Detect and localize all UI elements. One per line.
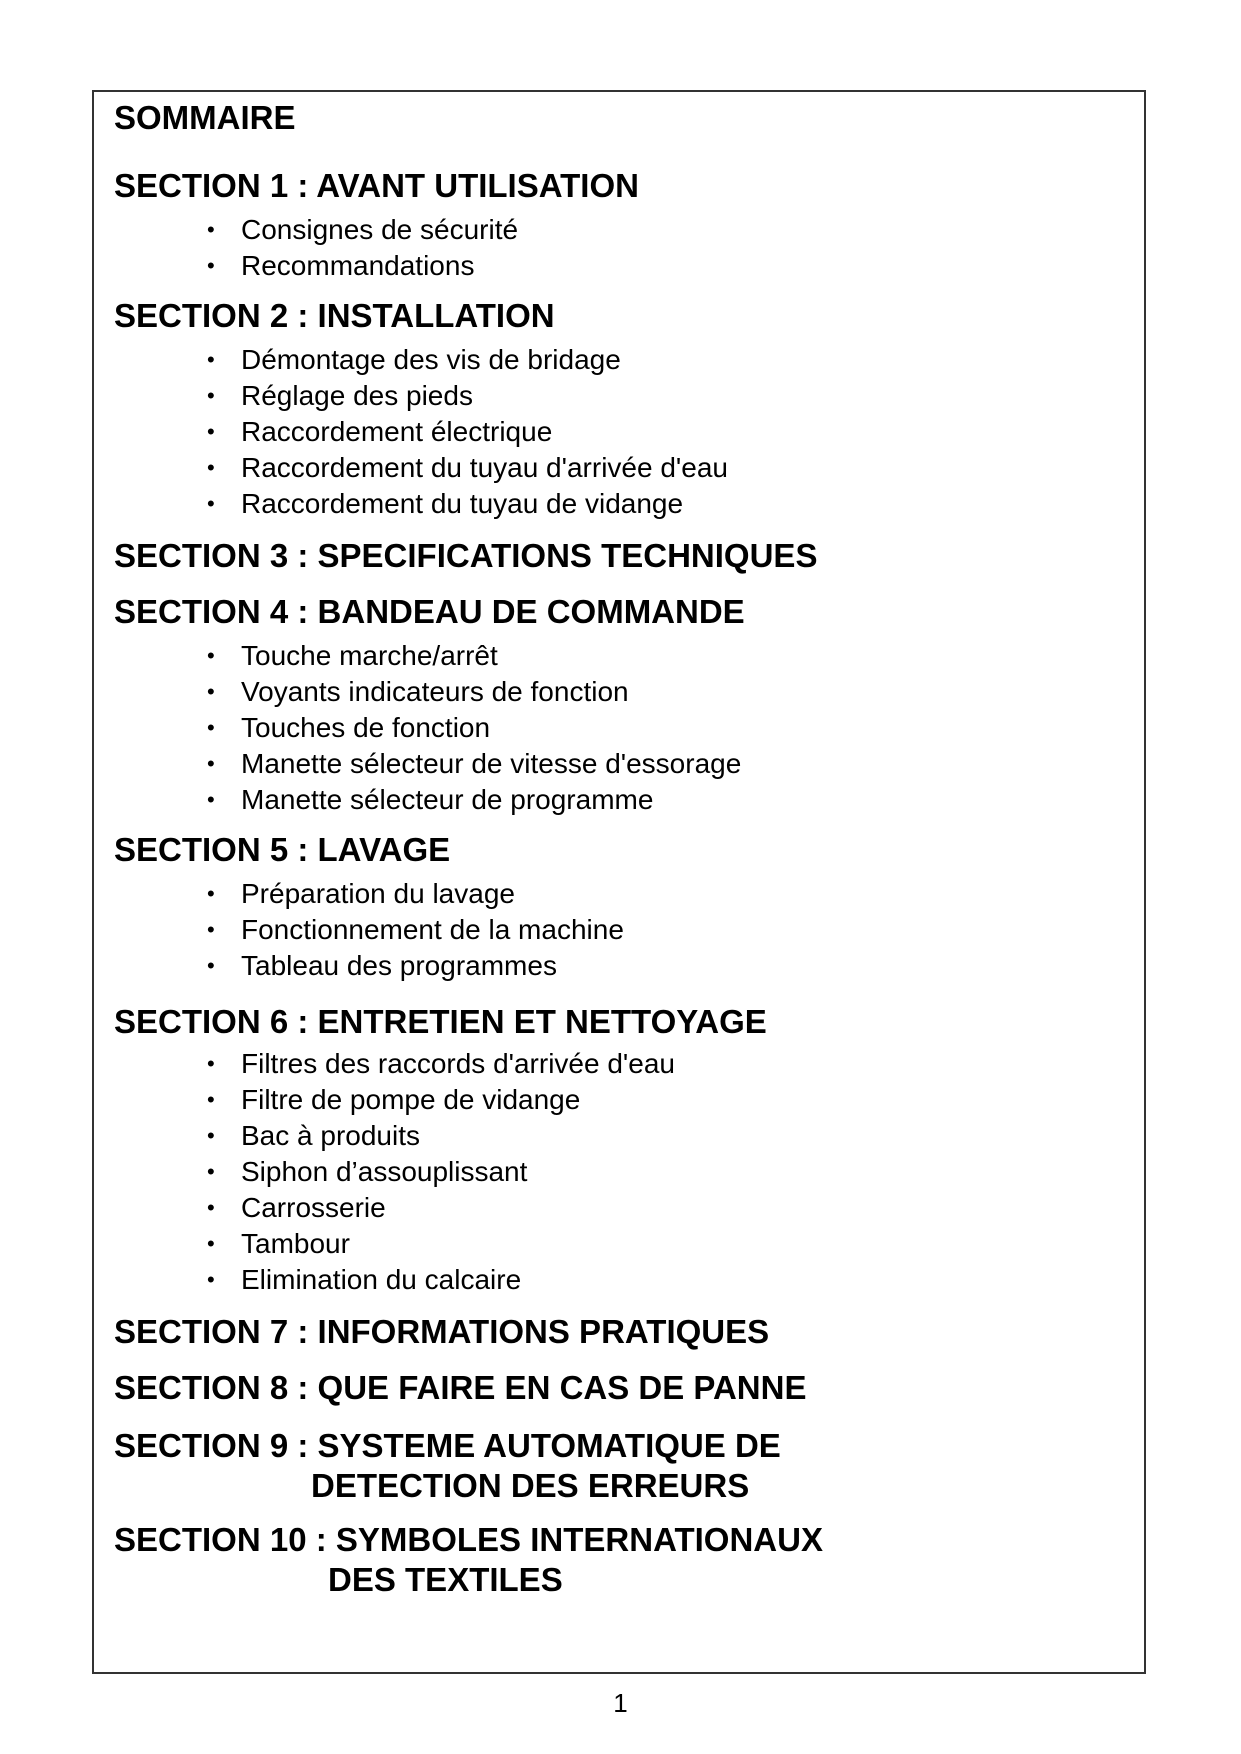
bullet-icon: • [207, 491, 215, 516]
page-title: SOMMAIRE [114, 99, 296, 136]
section-2-items [205, 342, 728, 522]
section-7-heading-text: SECTION 7 : INFORMATIONS PRATIQUES [114, 1313, 770, 1350]
bullet-icon: • [207, 1195, 215, 1220]
bullet-icon: • [207, 751, 215, 776]
list-item: • Manette sélecteur de programme [205, 782, 741, 818]
section-10-heading-text: SECTION 10 : SYMBOLES INTERNATIONAUX [114, 1521, 823, 1558]
section-4-heading-text: SECTION 4 : BANDEAU DE COMMANDE [114, 593, 745, 630]
section-10-heading-continuation: DES TEXTILES [328, 1561, 563, 1598]
section-5-items [205, 876, 624, 984]
section-9-heading [114, 1426, 781, 1506]
bullet-icon: • [207, 1051, 215, 1076]
bullet-icon: • [207, 419, 215, 444]
list-item: • Raccordement électrique [205, 414, 728, 450]
bullet-icon: • [207, 383, 215, 408]
section-5-heading [114, 830, 450, 870]
bullet-icon: • [207, 347, 215, 372]
section-8-heading-text: SECTION 8 : QUE FAIRE EN CAS DE PANNE [114, 1369, 807, 1406]
bullet-icon: • [207, 1159, 215, 1184]
list-item: • Filtres des raccords d'arrivée d'eau [205, 1046, 675, 1082]
section-2-heading [114, 296, 555, 336]
list-item: • Elimination du calcaire [205, 1262, 675, 1298]
section-6-heading [114, 1002, 767, 1042]
list-item: • Tableau des programmes [205, 948, 624, 984]
list-item: • Touches de fonction [205, 710, 741, 746]
section-7-heading [114, 1312, 769, 1352]
section-6-heading-text: SECTION 6 : ENTRETIEN ET NETTOYAGE [114, 1003, 767, 1040]
list-item: • Manette sélecteur de vitesse d'essorage [205, 746, 741, 782]
section-8-heading [114, 1368, 806, 1408]
bullet-icon: • [207, 253, 215, 278]
bullet-icon: • [207, 217, 215, 242]
section-4-items [205, 638, 741, 818]
list-item: • Préparation du lavage [205, 876, 624, 912]
list-item: • Réglage des pieds [205, 378, 728, 414]
bullet-icon: • [207, 1087, 215, 1112]
bullet-icon: • [207, 1231, 215, 1256]
section-3-heading-text: SECTION 3 : SPECIFICATIONS TECHNIQUES [114, 537, 818, 574]
list-item: • Tambour [205, 1226, 675, 1262]
section-9-heading-continuation: DETECTION DES ERREURS [311, 1467, 750, 1504]
list-item: • Raccordement du tuyau d'arrivée d'eau [205, 450, 728, 486]
list-item: • Bac à produits [205, 1118, 675, 1154]
list-item: • Siphon d’assouplissant [205, 1154, 675, 1190]
section-9-heading-text: SECTION 9 : SYSTEME AUTOMATIQUE DE [114, 1427, 781, 1464]
bullet-icon: • [207, 643, 215, 668]
bullet-icon: • [207, 1123, 215, 1148]
bullet-icon: • [207, 881, 215, 906]
section-5-heading-text: SECTION 5 : LAVAGE [114, 831, 451, 868]
section-2-heading-text: SECTION 2 : INSTALLATION [114, 297, 555, 334]
bullet-icon: • [207, 1267, 215, 1292]
list-item: • Recommandations [205, 248, 518, 284]
section-1-heading-text: SECTION 1 : AVANT UTILISATION [114, 167, 639, 204]
list-item: • Démontage des vis de bridage [205, 342, 728, 378]
list-item: • Carrosserie [205, 1190, 675, 1226]
section-6-items [205, 1046, 675, 1298]
page-number: 1 [613, 1688, 628, 1718]
list-item: • Consignes de sécurité [205, 212, 518, 248]
section-1-items [205, 212, 518, 284]
section-1-heading [114, 166, 639, 206]
section-10-heading [114, 1520, 823, 1600]
section-4-heading [114, 592, 745, 632]
bullet-icon: • [207, 917, 215, 942]
bullet-icon: • [207, 715, 215, 740]
bullet-icon: • [207, 787, 215, 812]
list-item: • Touche marche/arrêt [205, 638, 741, 674]
section-3-heading [114, 536, 817, 576]
list-item: • Voyants indicateurs de fonction [205, 674, 741, 710]
list-item: • Raccordement du tuyau de vidange [205, 486, 728, 522]
bullet-icon: • [207, 679, 215, 704]
bullet-icon: • [207, 953, 215, 978]
bullet-icon: • [207, 455, 215, 480]
list-item: • Filtre de pompe de vidange [205, 1082, 675, 1118]
list-item: • Fonctionnement de la machine [205, 912, 624, 948]
